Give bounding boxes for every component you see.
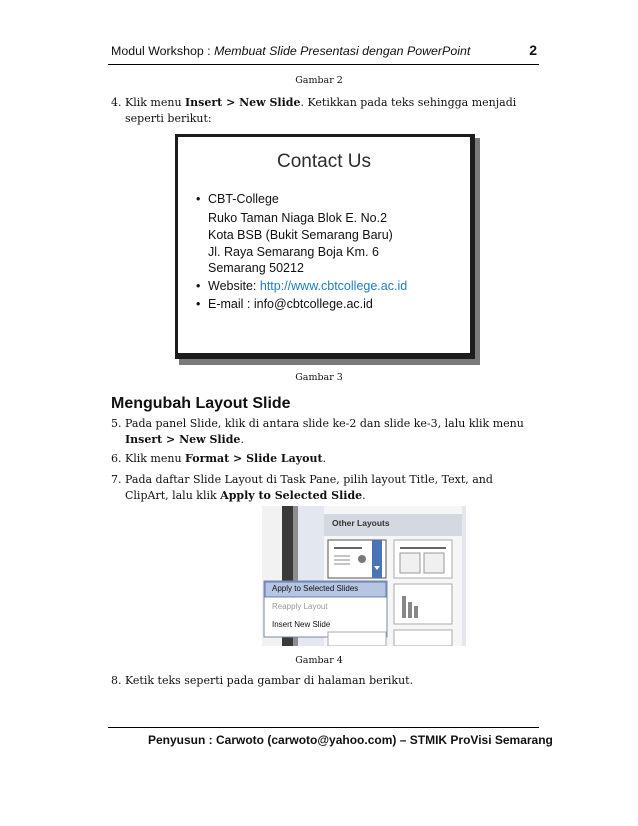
step-text-pre: Klik menu — [125, 96, 186, 109]
menu-path: Insert > New Slide — [125, 433, 241, 446]
website-label: Website: — [208, 279, 260, 293]
step-text: Ketik teks seperti pada gambar di halaman berikut. — [125, 674, 414, 687]
layout-thumb[interactable] — [328, 632, 386, 646]
slide-website — [208, 279, 407, 293]
menu-path: Format > Slide Layout — [185, 452, 323, 465]
header-title: Membuat Slide Presentasi dengan PowerPoint — [214, 44, 471, 58]
step-text-post: . — [240, 433, 244, 446]
website-link: http://www.cbtcollege.ac.id — [259, 279, 408, 293]
step-text-post: . — [322, 452, 327, 465]
step-5 — [0, 416, 638, 450]
slide-item: CBT-College — [208, 192, 279, 206]
panel-header: Other Layouts — [332, 518, 390, 528]
clipart-icon — [358, 555, 366, 563]
slide-canvas — [178, 137, 470, 353]
layout-thumb[interactable] — [394, 630, 452, 646]
header-prefix: Modul Workshop : — [111, 44, 215, 58]
slide-line: Kota BSB (Bukit Semarang Baru) — [208, 228, 393, 242]
bullet: • — [196, 297, 201, 311]
step-text — [125, 416, 537, 448]
step-text — [125, 472, 537, 504]
slide-shadow — [475, 138, 480, 365]
bullet: • — [196, 279, 201, 293]
step-number: 8. — [111, 674, 122, 687]
step-text — [125, 451, 537, 467]
header-rule — [108, 64, 539, 65]
bar-icon — [402, 596, 406, 618]
bar-icon — [408, 602, 412, 618]
step-number: 4. — [111, 96, 122, 109]
header-text — [111, 44, 470, 58]
slide-email: E-mail : info@cbtcollege.ac.id — [208, 297, 373, 311]
menu-item-reapply[interactable]: Reapply Layout — [272, 602, 328, 611]
menu-path: Insert > New Slide — [185, 96, 301, 109]
slide-title: Contact Us — [277, 151, 371, 172]
slide-line: Jl. Raya Semarang Boja Km. 6 — [208, 245, 379, 259]
slide-image — [175, 134, 475, 359]
step-number: 7. — [111, 473, 122, 486]
step-number: 5. — [111, 417, 122, 430]
slide-line: Ruko Taman Niaga Blok E. No.2 — [208, 211, 388, 225]
step-text-pre: Pada daftar Slide Layout di Task Pane, pilih layout Title, Text, and ClipArt, lalu klik — [125, 473, 493, 502]
step-8 — [0, 673, 638, 691]
footer-rule — [108, 727, 539, 728]
step-text-post: . — [362, 489, 366, 502]
step-text-post: . Ketikkan pada teks sehingga menjadi seperti berikut: — [125, 96, 517, 125]
page-number: 2 — [529, 42, 537, 58]
slide-shadow — [179, 359, 479, 365]
step-4 — [0, 95, 638, 129]
step-number: 6. — [111, 452, 122, 465]
bullet: • — [196, 192, 201, 206]
step-text — [125, 95, 537, 127]
caption-gambar-4: Gambar 4 — [295, 655, 343, 666]
caption-gambar-3: Gambar 3 — [295, 372, 343, 383]
thumb-box — [424, 553, 444, 573]
task-pane-screenshot — [262, 506, 466, 646]
menu-item-apply[interactable]: Apply to Selected Slides — [272, 584, 359, 593]
thumb-box — [400, 553, 420, 573]
bar-icon — [414, 606, 418, 618]
step-text-pre: Klik menu — [125, 452, 186, 465]
section-title: Mengubah Layout Slide — [111, 395, 291, 412]
step-text-pre: Pada panel Slide, klik di antara slide ke-2 dan slide ke-3, lalu klik menu — [125, 417, 524, 430]
step-6 — [0, 451, 638, 469]
layout-dropdown-arrow[interactable] — [372, 540, 382, 578]
menu-item-insert[interactable]: Insert New Slide — [272, 620, 331, 629]
menu-path: Apply to Selected Slide — [220, 489, 363, 502]
step-7 — [0, 472, 638, 506]
page-footer: Penyusun : Carwoto (carwoto@yahoo.com) – STMIK ProVisi Semarang — [148, 733, 553, 747]
caption-gambar-2: Gambar 2 — [295, 75, 343, 86]
slide-line: Semarang 50212 — [208, 261, 304, 275]
